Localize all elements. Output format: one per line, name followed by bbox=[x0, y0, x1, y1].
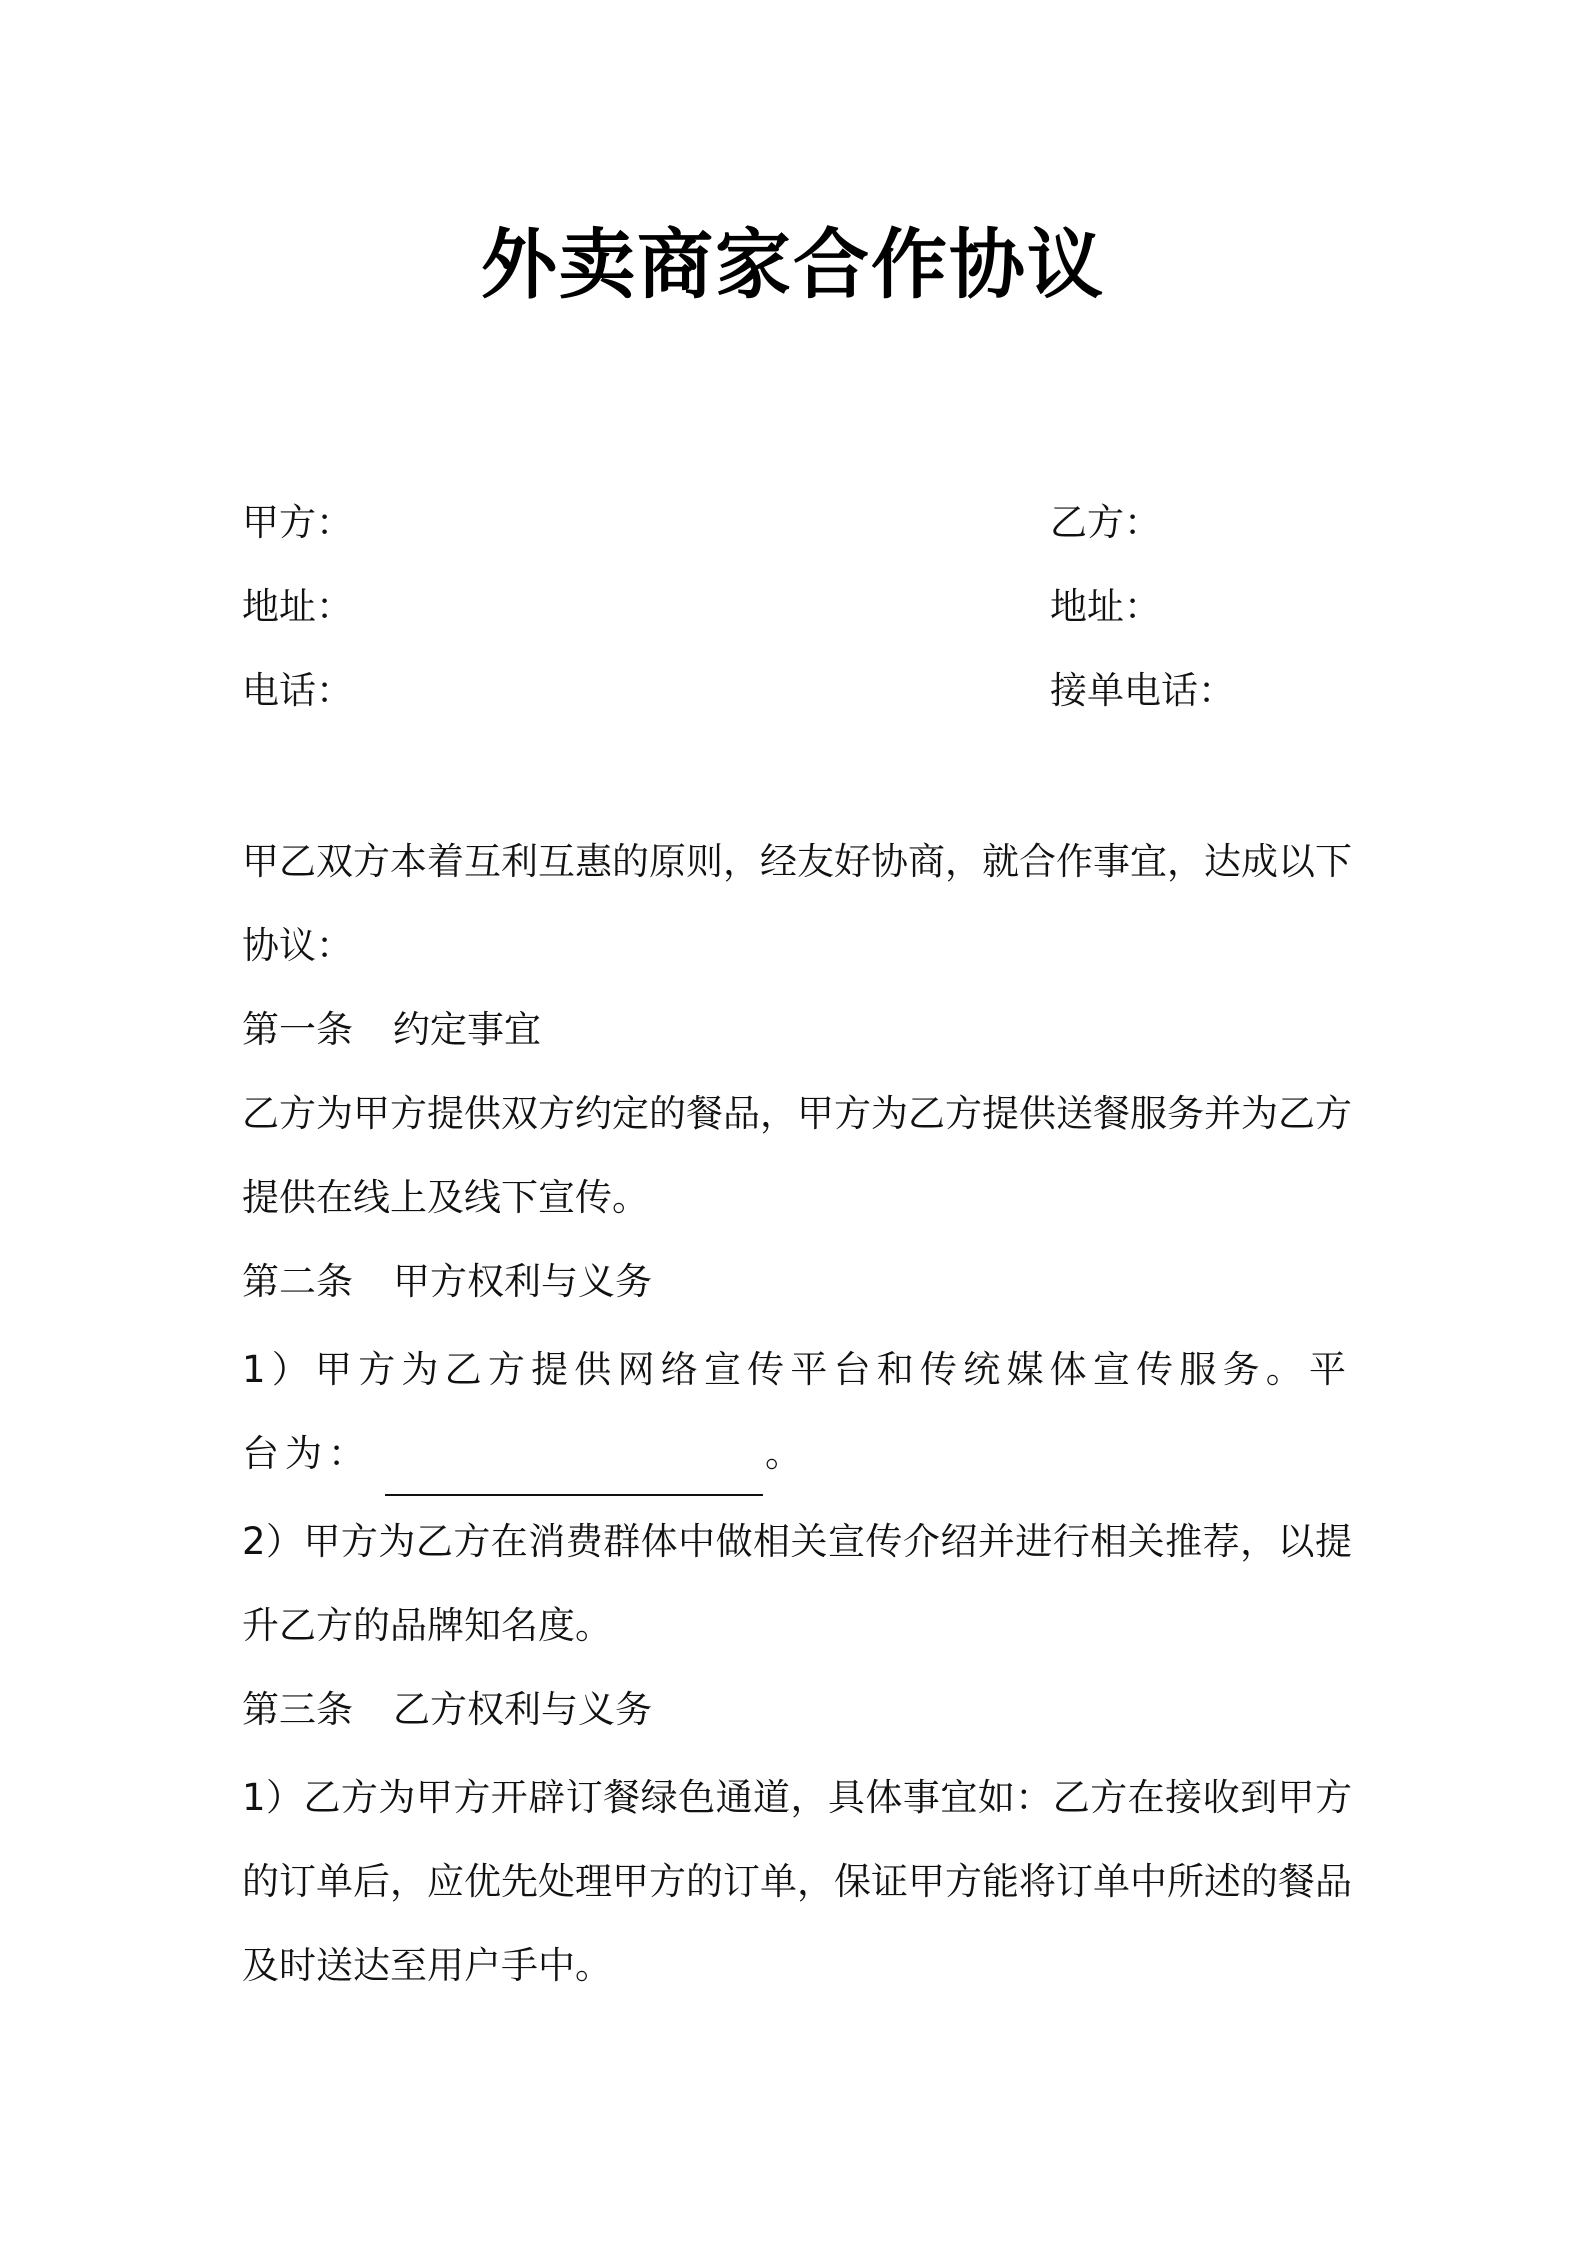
party-b-label: 乙方： bbox=[1050, 501, 1161, 544]
article-2-heading bbox=[242, 1240, 1352, 1324]
article-3-title: 乙方权利与义务 bbox=[393, 1688, 652, 1731]
address-a-label: 地址： bbox=[242, 585, 353, 628]
address-row bbox=[242, 572, 1352, 656]
article-2-item-1-end: 。 bbox=[765, 1432, 808, 1475]
platform-blank-line bbox=[385, 1450, 763, 1496]
article-2-title: 甲方权利与义务 bbox=[393, 1260, 652, 1303]
article-2-number: 第二条 bbox=[242, 1260, 353, 1303]
phone-b-label: 接单电话： bbox=[1050, 669, 1235, 712]
party-info-section bbox=[242, 488, 1352, 740]
contract-body bbox=[242, 820, 1352, 2008]
address-b-label: 地址： bbox=[1050, 585, 1161, 628]
document-title: 外卖商家合作协议 bbox=[481, 220, 1105, 309]
article-2-item-1-text: 1）甲方为乙方提供网络宣传平台和传统媒体宣传服务。平台为： bbox=[242, 1348, 1352, 1475]
phone-a-label: 电话： bbox=[242, 669, 353, 712]
article-2-item-2: 2）甲方为乙方在消费群体中做相关宣传介绍并进行相关推荐，以提升乙方的品牌知名度。 bbox=[242, 1520, 1352, 1647]
article-1-heading bbox=[242, 988, 1352, 1072]
article-1-number: 第一条 bbox=[242, 1008, 353, 1051]
article-2-item-1 bbox=[242, 1328, 1352, 1496]
article-1-title: 约定事宜 bbox=[393, 1008, 541, 1051]
party-row bbox=[242, 488, 1352, 572]
article-3-heading bbox=[242, 1668, 1352, 1752]
article-3-number: 第三条 bbox=[242, 1688, 353, 1731]
phone-row bbox=[242, 656, 1352, 740]
intro-paragraph: 甲乙双方本着互利互惠的原则，经友好协商，就合作事宜，达成以下协议： bbox=[242, 840, 1352, 967]
article-1-text: 乙方为甲方提供双方约定的餐品，甲方为乙方提供送餐服务并为乙方提供在线上及线下宣传。 bbox=[242, 1092, 1352, 1219]
article-3-item-1: 1）乙方为甲方开辟订餐绿色通道，具体事宜如：乙方在接收到甲方的订单后，应优先处理甲方的订单，保证甲方能将订单中所述的餐品及时送达至用户手中。 bbox=[242, 1776, 1352, 1987]
party-a-label: 甲方： bbox=[242, 501, 353, 544]
